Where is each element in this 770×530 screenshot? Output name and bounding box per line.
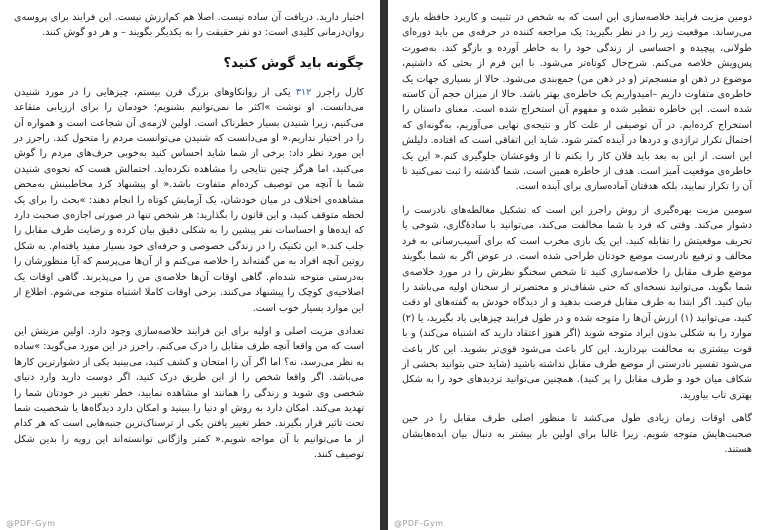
left-page-footer: @PDF-Gym xyxy=(6,519,56,528)
intro-paragraph: اختیار دارید. دریافت آن ساده نیست. اصلا هم کم‌ارزش نیست. این فرایند برای پروسه‌ی روان‌درمانی کلیدی است: دو نفر حقیقت را به یکدیگر بگویند – و هر دو گوش کنند. xyxy=(14,12,364,39)
right-page xyxy=(388,0,770,530)
third-benefit-paragraph: سومین مزیت بهره‌گیری از روش راجرز این است که تشکیل مغالطه‌های نادرست را دشوار می‌کند. وقتی که فرد با شما مخالفت می‌کند، می‌توانید با سادهٔ‌گاری، شوخی یا تحریف موقعیتش را تقابله کنید. این یک بازی مخرب است که برای آسیب‌رسانی به فرد مخالف و ترفیع نادرست موضع خودتان طراحی شده است. در عوض اگر به شما بگویند موضع طرف مقابل را خلاصه‌سازی کنید تا شخص سخنگو نظرش را در مورد خلاصه‌ی شما بگوید، می‌توانید نسخه‌ای که حتی شفاف‌تر و مختصرتر از سخنان اولیه می‌باشد را بیان کنید. اگر ابتدا به طرف مقابل فرصت بدهید و از دیدگاه خودش به گفته‌های او دقت کنید، می‌توانید (۱) ارزش آن‌ها را متوجه شده و در طول فرایند چیزهایی یاد بگیرید، یا (۲) موارد را به شکلی بدون ایراد متوجه شوید (اگر هنوز اعتقاد دارید که اشتباه می‌کند) و با قوت بیشتری به مخالفت بپردازید. این کار باعث می‌شود قوی‌تر بشوید. این کار باعث می‌شود تفسیر نادرستی از موضع طرف مقابل نداشته باشید (شاید حتی بتوانید بخشی از شکاف میان خود و طرف مقابل را پر کنید). همچنین می‌توانید تردیدهای خود را به شکل بهتری تاب بیاورید. xyxy=(402,204,752,401)
rogers-paragraph xyxy=(14,85,364,316)
left-page xyxy=(0,0,380,530)
closing-paragraph: گاهی اوقات زمان زیادی طول می‌کشد تا منظور اصلی طرف مقابل را در حین صحبت‌هایش متوجه شویم. زیرا غالبا برای اولین بار بیشتر به دنبال بیان ایده‌هایشان هستند. xyxy=(402,413,752,455)
benefits-paragraph: تعدادی مزیت اصلی و اولیه برای این فرایند خلاصه‌سازی وجود دارد. اولین مزیتش این است که من واقعا آنچه طرف مقابل را درک می‌کنم. راجرز در این مورد می‌گوید: »ساده به نظر می‌رسد، نه؟ اما اگر آن را امتحان و کشف کنید، می‌بینید یکی از دشوارترین کارها می‌باشد. اگر واقعا شخص را از این طریق درک کنید، اگر دوست دارید وارد دنیای شخصی وی شوید و زندگی را همانند او مشاهده نمایید، خطر تغییر در خودتان شما را تهدید می‌کند. امکان دارد به روش او دنیا را ببینید و امکان دارد دیدگاه‌ها یا شخصیت شما تحت تاثیر قرار بگیرند. خطر تغییر یافتن یکی از ترسناک‌ترین جنبه‌هایی است که هر کدام از ما می‌توانیم با آن مواجه شویم.« کمتر واژگانی توانسته‌اند این رویه را بدین شکل توصیف کنند. xyxy=(14,325,364,461)
second-benefit-paragraph: دومین مزیت فرایند خلاصه‌سازی این است که به شخص در تثبیت و کاربرد حافظه یاری می‌رساند. موقعیت زیر را در نظر بگیرید: یک مراجعه کننده در حرفه‌ی من باید دوره‌ای طولانی، پیچیده و احساسی از زندگی خود را به خاطر آورده و بازگو کند. به‌صورت پس‌ویش خلاصه می‌کنم. شرح‌حال کوتاه‌تر می‌شود. با این فرم از بحثی که داشتیم، موضوع در ذهن او منسجم‌تر (و در ذهن من) جمع‌بندی می‌شود. حالا از بسیاری جهات یک خاطره‌ی متفاوت داریم –امیدواریم یک خاطره‌ی بهتر باشد. حالا از میزان حجم آن کاسته شده است. این خاطره تقطیر شده و مفهوم آن استخراج شده است. معنای داستان را استخراج کرده‌ایم. در آن توصیفی از علت کار و نتیجه‌ی نهایی می‌آوریم، به‌گونه‌ای که احتمال تکرار تراژدی و دردها در آینده کمتر شود. شاید این اتفاقی است که افتاده. دلیلش این است. از این به بعد باید فلان کار را بکنم تا از وقوعشان جلوگیری کنم.« این یک خاطره‌ی موقعیت آمیز است. هدف از خاطره همین است. شما گذشته را ثبت نمی‌کنید تا آن را تکرار نمایید، بلکه هدفتان آماده‌سازی برای آینده است. xyxy=(402,12,752,193)
rogers-paragraph-text: کارل راجرز ۳۱۲ یکی از روانکاوهای بزرگ قرن بیستم، چیزهایی را در مورد شنیدن می‌دانست. او نوشت »اکثر ما نمی‌توانیم بشنویم؛ خودمان را برای ارزیابی متقاعد می‌کنیم، زیرا شنیدن بسیار خطرناک است. اولین لازمه‌ی آن شجاعت است و همواره آن را در اختیار نداریم.« او می‌دانست که شنیدن می‌توانست مردم را متحول کند. راجرز در این مورد نظر داد: برخی از شما شاید احساس کنید به‌خوبی حرف‌های مردم را گوش می‌کنید، اما هرگز چنین نتایجی را مشاهده نکرده‌اید. احتمالش هست که نحوه‌ی شنیدن شما با آنچه من توصیف کرده‌ام متفاوت باشد.« او پیشنهاد کرد مخاطبینش به‌محض مشاهده‌ی اختلاف در میان خودشان، یک آزمایش کوتاه را انجام دهند: »بحث را برای یک لحظه متوقف کنید، و این قانون را بگذارید: هر شخص تنها در صورتی اجازه‌ی صحبت دارد که ایده‌ها و احساسات نفر پیشین را به شکلی دقیق بیان کرده و رضایت طرف مقابل را جلب کند.« این تکنیک را در زندگی خصوصی و حرفه‌ای خود بسیار مفید یافته‌ام. به شکل روتین آنچه افراد به من گفته‌اند را خلاصه می‌کنم و از آن‌ها می‌پرسم که آیا منظورشان را به‌درستی متوجه شده‌ام. گاهی اوقات آن‌ها خلاصه‌ی من را می‌پذیرند. گاهی اوقات یک اصلاحیه‌ی کوچک را پیشنهاد می‌کنند. برخی اوقات کاملا اشتباه متوجه می‌شوم. اطلاع از این موارد بسیار خوب است. xyxy=(14,86,364,314)
section-heading: چگونه باید گوش کنید؟ xyxy=(223,55,364,71)
right-page-footer: @PDF-Gym xyxy=(394,519,444,528)
page-gutter xyxy=(380,0,388,530)
reference-number: ۳۱۲ xyxy=(295,86,312,98)
